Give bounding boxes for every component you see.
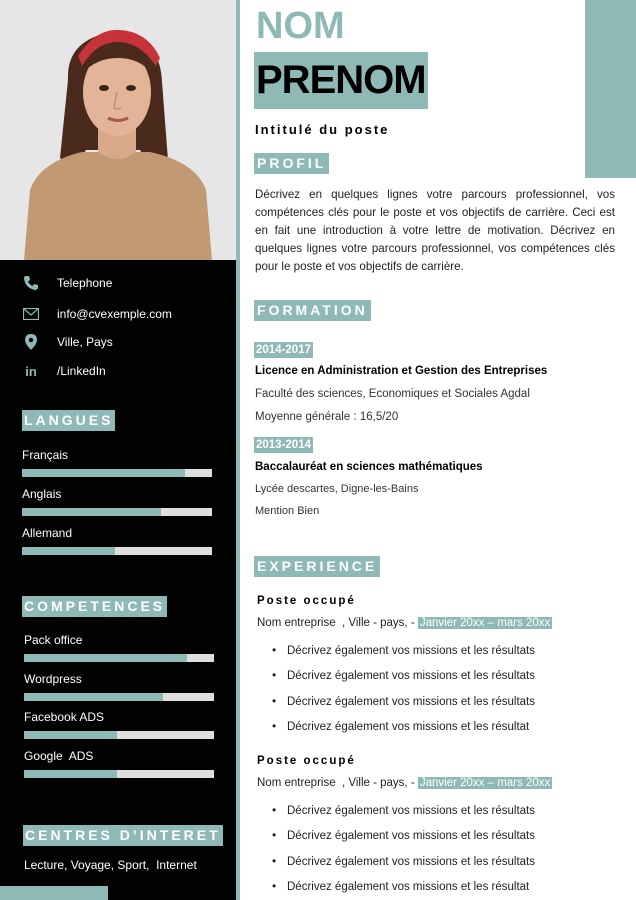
envelope-icon [22, 305, 40, 323]
experience-poste: Poste occupé [257, 755, 356, 767]
competences-heading: COMPETENCES [22, 596, 167, 617]
bullet-icon: • [272, 828, 277, 842]
formation-note: Moyenne générale : 16,5/20 [255, 411, 399, 423]
experience-mission [272, 879, 529, 893]
contact-location [22, 331, 113, 353]
experience-entreprise-line [257, 777, 552, 789]
experience-mission [272, 668, 535, 682]
first-name: PRENOM [254, 52, 428, 109]
profil-text: Décrivez en quelques lignes votre parcours professionnel, vos compétences clés pour le poste et vos objectifs de carrière. Ceci est en fait une introduction à votre lettre de motivation. Décrivez en quelques lignes votre parcours professionnel, vos compétences clés pour le poste et vos objectifs de carrière. [255, 188, 615, 273]
competence-level-bar [24, 770, 214, 778]
contact-linkedin-text: /LinkedIn [57, 364, 106, 378]
bullet-icon: • [272, 719, 277, 733]
profile-photo [0, 0, 236, 260]
contact-phone-text: Telephone [57, 276, 113, 290]
competence-label: Facebook ADS [24, 710, 105, 724]
formation-dates: 2014-2017 [256, 344, 311, 356]
mission-text: Décrivez également vos missions et les résultats [287, 670, 535, 682]
contact-email-text: info@cvexemple.com [57, 307, 172, 321]
formation-ecole: Lycée descartes, Digne-les-Bains [255, 483, 419, 495]
experience-periode: Janvier 20xx – mars 20xx [419, 617, 551, 629]
experience-mission [272, 828, 535, 842]
contact-email [22, 303, 172, 325]
langues-heading: LANGUES [22, 410, 115, 431]
sidebar [0, 0, 236, 900]
competence-level-bar [24, 693, 214, 701]
competence-label: Wordpress [24, 672, 82, 686]
bottom-accent-bar [0, 886, 108, 900]
mission-text: Décrivez également vos missions et les résultats [287, 856, 535, 868]
experience-mission [272, 803, 535, 817]
formation-heading: FORMATION [254, 300, 371, 321]
experience-entreprise: Nom entreprise , Ville - pays, - [257, 617, 415, 629]
experience-mission [272, 719, 529, 733]
langue-label: Allemand [22, 526, 73, 540]
bullet-icon: • [272, 668, 277, 682]
top-right-accent-bar [585, 0, 636, 178]
contact-phone [22, 272, 112, 294]
langue-level-bar [22, 547, 212, 555]
experience-mission [272, 854, 535, 868]
experience-heading: EXPERIENCE [254, 556, 380, 577]
langue-level-fill [22, 469, 185, 477]
bullet-icon: • [272, 803, 277, 817]
competence-label: Pack office [24, 633, 83, 647]
experience-mission [272, 643, 535, 657]
formation-note: Mention Bien [255, 505, 320, 517]
bullet-icon: • [272, 879, 277, 893]
langue-item [22, 525, 214, 555]
competence-item [24, 671, 216, 701]
contact-location-text: Ville, Pays [57, 335, 113, 349]
contact-linkedin [22, 360, 106, 382]
experience-poste: Poste occupé [257, 595, 356, 607]
formation-diplome: Licence en Administration et Gestion des Entreprises [255, 365, 548, 377]
phone-icon [22, 274, 40, 292]
langue-label: Anglais [22, 487, 62, 501]
langue-level-bar [22, 469, 212, 477]
interets-heading: CENTRES D’INTERET [23, 825, 223, 846]
competence-item [24, 632, 216, 662]
langue-level-bar [22, 508, 212, 516]
bullet-icon: • [272, 694, 277, 708]
competence-level-bar [24, 731, 214, 739]
competence-item [24, 748, 216, 778]
last-name: NOM [256, 5, 345, 47]
competence-level-fill [24, 654, 187, 662]
column-divider [236, 0, 240, 900]
mission-text: Décrivez également vos missions et les résultats [287, 805, 535, 817]
experience-periode: Janvier 20xx – mars 20xx [419, 777, 551, 789]
interets-text: Lecture, Voyage, Sport, Internet [24, 858, 197, 872]
competence-level-fill [24, 731, 117, 739]
bullet-icon: • [272, 643, 277, 657]
formation-diplome: Baccalauréat en sciences mathématiques [255, 461, 483, 473]
experience-mission [272, 694, 535, 708]
langue-level-fill [22, 547, 115, 555]
job-title: Intitulé du poste [255, 122, 390, 137]
mission-text: Décrivez également vos missions et les résultats [287, 645, 535, 657]
portrait-illustration [0, 0, 236, 260]
mission-text: Décrivez également vos missions et les résultats [287, 830, 535, 842]
langue-item [22, 486, 214, 516]
langue-level-fill [22, 508, 161, 516]
mission-text: Décrivez également vos missions et les résultats [287, 696, 535, 708]
formation-dates: 2013-2014 [256, 439, 311, 451]
competence-level-fill [24, 770, 117, 778]
mission-text: Décrivez également vos missions et les résultat [287, 881, 530, 893]
langue-item [22, 447, 214, 477]
langue-label: Français [22, 448, 69, 462]
formation-ecole: Faculté des sciences, Economiques et Sociales Agdal [255, 388, 530, 400]
location-pin-icon [22, 333, 40, 351]
bullet-icon: • [272, 854, 277, 868]
profil-heading: PROFIL [254, 153, 329, 174]
competence-level-fill [24, 693, 163, 701]
experience-entreprise-line [257, 617, 552, 629]
mission-text: Décrivez également vos missions et les résultat [287, 721, 530, 733]
experience-entreprise: Nom entreprise , Ville - pays, - [257, 777, 415, 789]
competence-label: Google ADS [24, 749, 94, 763]
competence-level-bar [24, 654, 214, 662]
competence-item [24, 709, 216, 739]
linkedin-icon: in [25, 363, 37, 379]
